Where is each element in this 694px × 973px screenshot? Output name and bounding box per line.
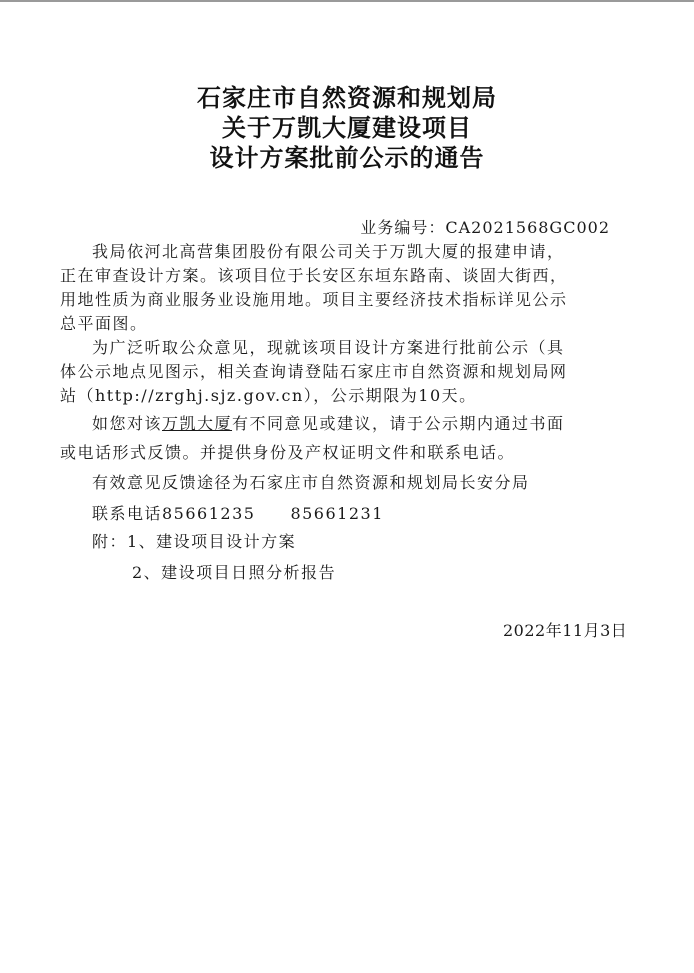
- paragraph-1-line-3: 用地性质为商业服务业设施用地。项目主要经济技术指标详见公示: [60, 290, 568, 309]
- notice-title-line-3: 设计方案批前公示的通告: [209, 144, 485, 172]
- top-border: [0, 0, 694, 2]
- paragraph-1-line-2: 正在审查设计方案。该项目位于长安区东垣东路南、谈固大街西，: [60, 266, 568, 285]
- notice-title-line-2: 关于万凯大厦建设项目: [222, 114, 472, 142]
- notice-date: 2022年11月3日: [503, 621, 628, 640]
- paragraph-1-line-4: 总平面图。: [60, 314, 148, 333]
- paragraph-1-line-1: 我局依河北高营集团股份有限公司关于万凯大厦的报建申请，: [92, 242, 565, 261]
- project-name: 万凯大厦: [162, 414, 233, 433]
- paragraph-3-pre: 如您对该: [92, 414, 163, 433]
- paragraph-3-line-2: 或电话形式反馈。并提供身份及产权证明文件和联系电话。: [60, 443, 516, 462]
- paragraph-2-line-2: 体公示地点见图示，相关查询请登陆石家庄市自然资源和规划局网: [60, 362, 568, 381]
- business-number: 业务编号：CA2021568GC002: [360, 218, 610, 237]
- notice-title-line-1: 石家庄市自然资源和规划局: [197, 84, 497, 112]
- paragraph-3-line-1: [92, 413, 565, 435]
- contact-phone: 联系电话85661235 85661231: [92, 504, 384, 523]
- paragraph-2-line-1: 为广泛听取公众意见，现就该项目设计方案进行批前公示（具: [92, 338, 565, 357]
- paragraph-3-post: 有不同意见或建议，请于公示期内通过书面: [232, 414, 565, 433]
- attachment-item-1: 附：1、建设项目设计方案: [92, 532, 297, 551]
- attachment-item-2: 2、建设项目日照分析报告: [132, 563, 337, 582]
- feedback-channel: 有效意见反馈途径为石家庄市自然资源和规划局长安分局: [92, 473, 530, 492]
- paragraph-2-line-3: 站（http://zrghj.sjz.gov.cn），公示期限为10天。: [60, 386, 477, 405]
